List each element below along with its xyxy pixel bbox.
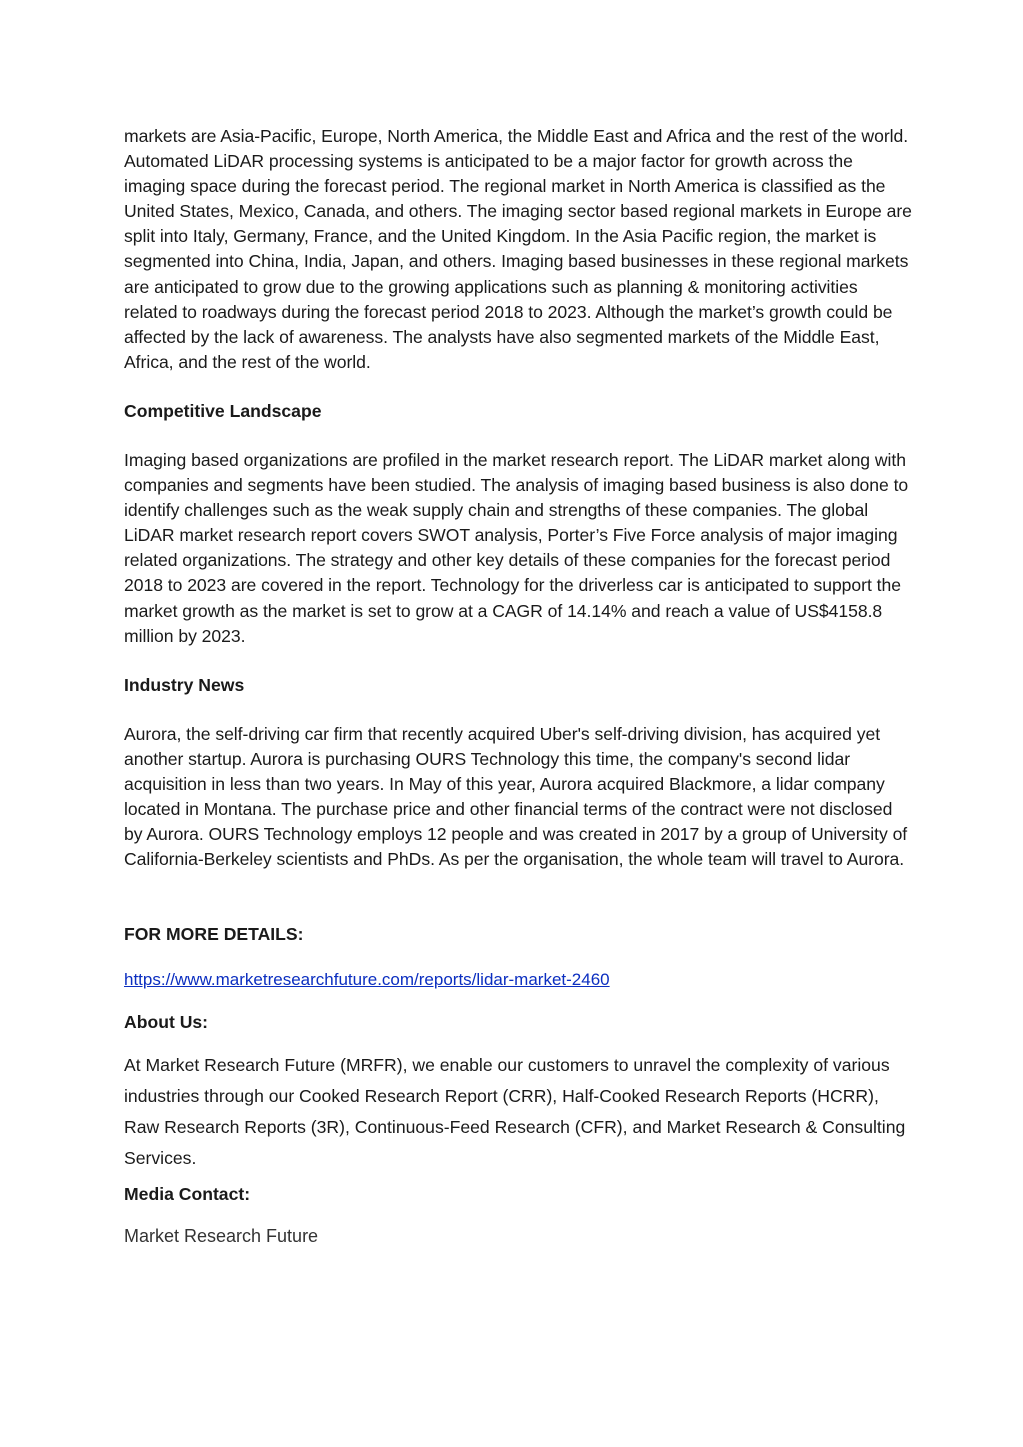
spacer: [124, 947, 914, 967]
spacer: [124, 1035, 914, 1050]
spacer: [124, 375, 914, 399]
spacer: [124, 872, 914, 922]
spacer: [124, 1207, 914, 1224]
more-details-heading: FOR MORE DETAILS:: [124, 924, 304, 945]
spacer: [124, 698, 914, 722]
media-contact-heading: Media Contact:: [124, 1184, 251, 1205]
document-page: [124, 124, 914, 1249]
about-us-paragraph: At Market Research Future (MRFR), we enable our customers to unravel the complexity of various industries through our Cooked Research Report (CRR), Half-Cooked Research Reports (HCRR), Raw Research Reports (3R), Continuous-Feed Research (CFR), and Market Research & Consulting Services.: [124, 1055, 906, 1169]
spacer: [124, 1174, 914, 1182]
spacer: [124, 992, 914, 1010]
spacer: [124, 424, 914, 448]
competitive-landscape-paragraph: Imaging based organizations are profiled in the market research report. The LiDAR market along with companies and segments have been studied. The analysis of imaging based business is also done to identify challenges such as the weak supply chain and strengths of these companies. The global LiDAR market research report covers SWOT analysis, Porter’s Five Force analysis of major imaging related organizations. The strategy and other key details of these companies for the forecast period 2018 to 2023 are covered in the report. Technology for the driverless car is anticipated to support the market growth as the market is set to grow at a CAGR of 14.14% and reach a value of US$4158.8 million by 2023.: [124, 449, 909, 646]
about-us-heading: About Us:: [124, 1012, 209, 1033]
intro-paragraph: markets are Asia-Pacific, Europe, North America, the Middle East and Africa and the rest of the world. Automated LiDAR processing systems is anticipated to be a major factor for growth across the imaging space during the forecast period. The regional market in North America is classified as the United States, Mexico, Canada, and others. The imaging sector based regional markets in Europe are split into Italy, Germany, France, and the United Kingdom. In the Asia Pacific region, the market is segmented into China, India, Japan, and others. Imaging based businesses in these regional markets are anticipated to grow due to the growing applications such as planning & monitoring activities related to roadways during the forecast period 2018 to 2023. Although the market’s growth could be affected by the lack of awareness. The analysts have also segmented markets of the Middle East, Africa, and the rest of the world.: [124, 126, 912, 372]
report-link[interactable]: https://www.marketresearchfuture.com/reports/lidar-market-2460: [124, 970, 610, 990]
competitive-landscape-heading: Competitive Landscape: [124, 400, 322, 421]
industry-news-paragraph: Aurora, the self-driving car firm that recently acquired Uber's self-driving division, has acquired yet another startup. Aurora is purchasing OURS Technology this time, the company's second lidar acquisition in less than two years. In May of this year, Aurora acquired Blackmore, a lidar company located in Montana. The purchase price and other financial terms of the contract were not disclosed by Aurora. OURS Technology employs 12 people and was created in 2017 by a group of University of California-Berkeley scientists and PhDs. As per the organisation, the whole team will travel to Aurora.: [124, 723, 908, 870]
media-contact-name: Market Research Future: [124, 1226, 319, 1247]
industry-news-heading: Industry News: [124, 674, 245, 695]
spacer: [124, 649, 914, 673]
